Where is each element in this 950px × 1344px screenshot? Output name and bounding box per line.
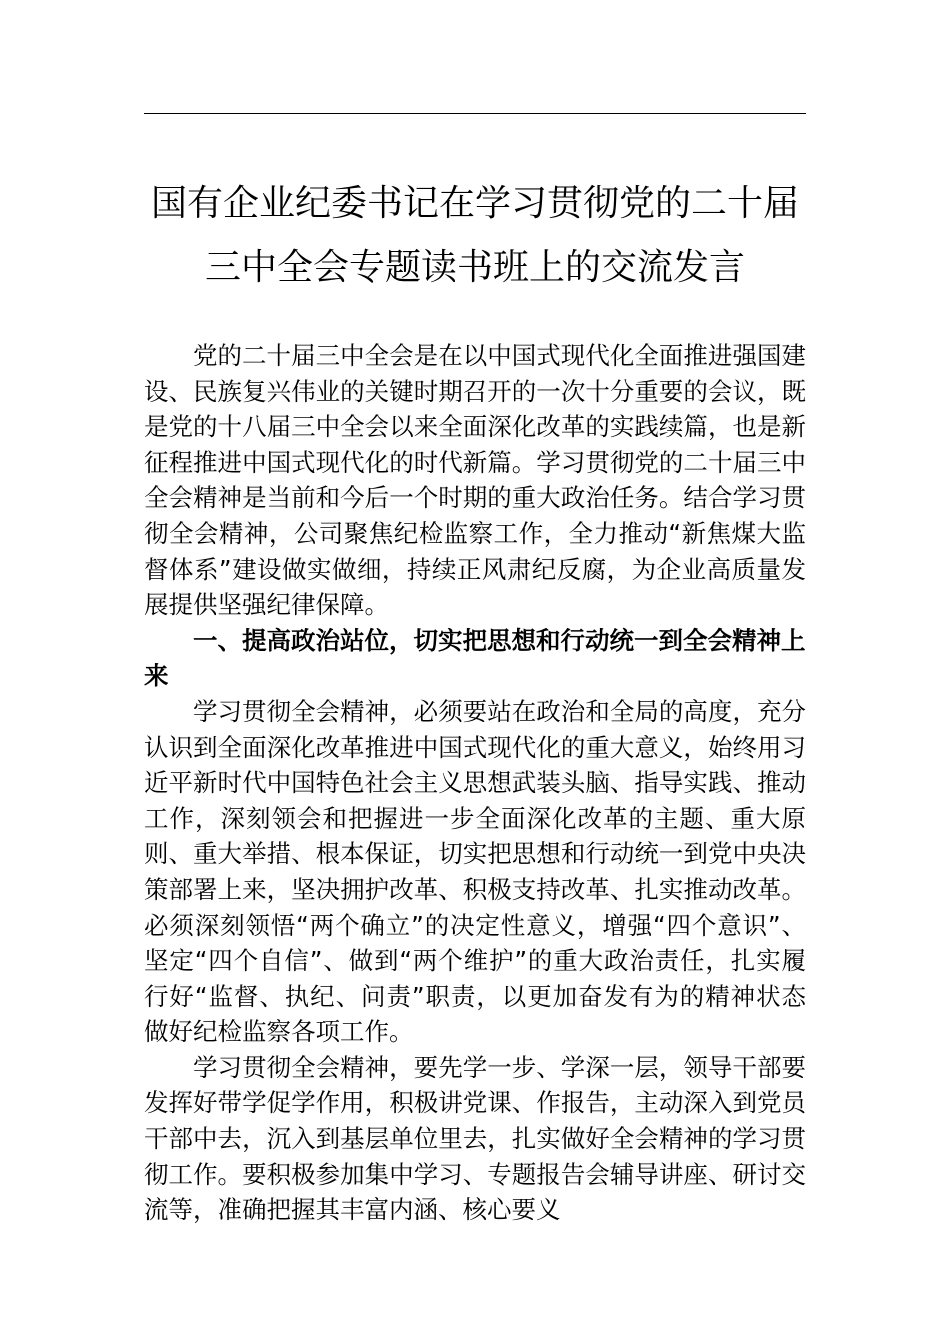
document-body [144,338,806,1228]
title-line-1: 国有企业纪委书记在学习贯彻党的二十届 [150,183,799,224]
paragraph-section1-2: 学习贯彻全会精神，要先学一步、学深一层，领导干部要发挥好带学促学作用，积极讲党课、作报告，主动深入到党员干部中去，沉入到基层单位里去，扎实做好全会精神的学习贯彻工作。要积极参加集中学习、专题报告会辅导讲座、研讨交流等，准确把握其丰富内涵、核心要义 [144,1052,806,1225]
document-title [144,172,806,300]
paragraph-section1-1: 学习贯彻全会精神，必须要站在政治和全局的高度，充分认识到全面深化改革推进中国式现代化的重大意义，始终用习近平新时代中国特色社会主义思想武装头脑、指导实践、推动工作，深刻领会和把握进一步全面深化改革的主题、重大原则、重大举措、根本保证，切实把思想和行动统一到党中央决策部署上来，坚决拥护改革、积极支持改革、扎实推动改革。必须深刻领悟“两个确立”的决定性意义，增强“四个意识”、坚定“四个自信”、做到“两个维护”的重大政治责任，扎实履行好“监督、执纪、问责”职责，以更加奋发有为的精神状态做好纪检监察各项工作。 [144,696,806,1047]
title-line-2: 三中全会专题读书班上的交流发言 [204,247,745,288]
paragraph-intro: 党的二十届三中全会是在以中国式现代化全面推进强国建设、民族复兴伟业的关键时期召开的一次十分重要的会议，既是党的十八届三中全会以来全面深化改革的实践续篇，也是新征程推进中国式现代化的时代新篇。学习贯彻党的二十届三中全会精神是当前和今后一个时期的重大政治任务。结合学习贯彻全会精神，公司聚焦纪检监察工作，全力推动“新焦煤大监督体系”建设做实做细，持续正风肃纪反腐，为企业高质量发展提供坚强纪律保障。 [144,341,806,620]
section-heading-1: 一、提高政治站位，切实把思想和行动统一到全会精神上来 [144,625,806,691]
header-rule [144,113,806,114]
